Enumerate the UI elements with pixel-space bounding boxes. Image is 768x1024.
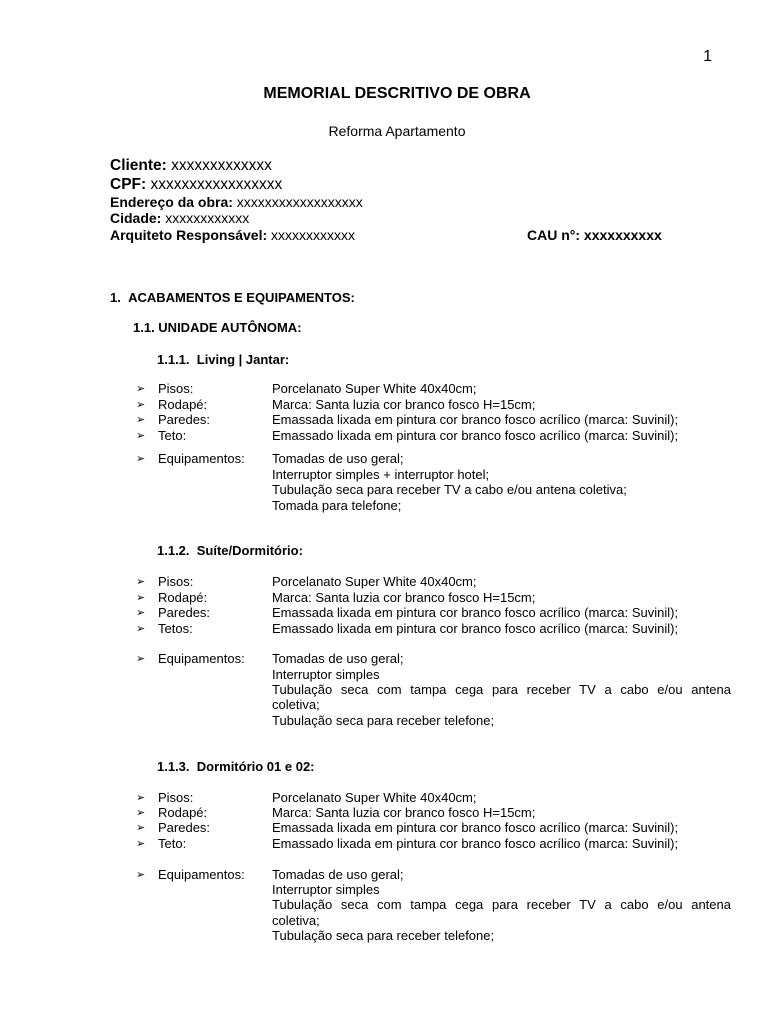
list-item: [0, 820, 768, 836]
equipment-line: Interruptor simples + interruptor hotel;: [272, 467, 490, 482]
equipment-label: Equipamentos:: [158, 651, 245, 666]
arrow-bullet-icon: ➢: [136, 822, 146, 834]
item-value: Emassado lixada em pintura cor branco fosco acrílico (marca: Suvinil);: [272, 428, 679, 443]
item-value: Emassada lixada em pintura cor branco fosco acrílico (marca: Suvinil);: [272, 412, 679, 427]
arrow-bullet-icon: ➢: [136, 653, 146, 665]
item-label: Teto:: [158, 428, 187, 443]
city-value: xxxxxxxxxxxx: [161, 210, 250, 226]
address-value: xxxxxxxxxxxxxxxxxx: [232, 194, 363, 210]
cpf-value: xxxxxxxxxxxxxxxxx: [146, 176, 283, 193]
item-label: Pisos:: [158, 381, 194, 396]
item-value: Marca: Santa luzia cor branco fosco H=15cm;: [272, 805, 536, 820]
room-heading-bedrooms: 1.1.3. Dormitório 01 e 02:: [157, 759, 315, 774]
equipment-line: Tubulação seca para receber TV a cabo e/ou antena coletiva;: [272, 482, 627, 497]
section-heading-1-1: 1.1. UNIDADE AUTÔNOMA:: [133, 320, 302, 335]
list-item: [0, 397, 768, 413]
item-label: Paredes:: [158, 820, 211, 835]
arrow-bullet-icon: ➢: [136, 383, 146, 395]
item-label: Tetos:: [158, 621, 193, 636]
equipment-line: Tubulação seca para receber telefone;: [272, 713, 495, 728]
address-line: [110, 194, 363, 210]
address-label: Endereço da obra:: [110, 194, 233, 210]
list-item: [0, 621, 768, 637]
equipment-label: Equipamentos:: [158, 451, 245, 466]
cau-number: CAU n°: xxxxxxxxxx: [527, 227, 662, 243]
list-item: [0, 805, 768, 821]
item-value: Marca: Santa luzia cor branco fosco H=15cm;: [272, 397, 536, 412]
equipment-item: [0, 867, 768, 883]
city-line: [110, 210, 249, 226]
list-item: [0, 412, 768, 428]
equipment-label: Equipamentos:: [158, 867, 245, 882]
item-value: Porcelanato Super White 40x40cm;: [272, 381, 477, 396]
client-label: Cliente:: [110, 157, 167, 174]
arrow-bullet-icon: ➢: [136, 607, 146, 619]
list-item: [0, 574, 768, 590]
arrow-bullet-icon: ➢: [136, 430, 146, 442]
arrow-bullet-icon: ➢: [136, 838, 146, 850]
item-label: Rodapé:: [158, 590, 208, 605]
item-value: Porcelanato Super White 40x40cm;: [272, 574, 477, 589]
equipment-line: Tomadas de uso geral;: [272, 451, 404, 466]
city-label: Cidade:: [110, 210, 162, 226]
item-value: Porcelanato Super White 40x40cm;: [272, 790, 477, 805]
arrow-bullet-icon: ➢: [136, 807, 146, 819]
room-heading-living: 1.1.1. Living | Jantar:: [157, 352, 290, 367]
equipment-item: [0, 651, 768, 667]
equipment-item: [0, 451, 768, 467]
list-item: [0, 381, 768, 397]
arrow-bullet-icon: ➢: [136, 623, 146, 635]
equipment-line: Tomadas de uso geral;: [272, 651, 404, 666]
item-label: Paredes:: [158, 412, 211, 427]
page-number: 1: [703, 48, 712, 65]
item-label: Rodapé:: [158, 397, 208, 412]
equipment-line: Interruptor simples: [272, 667, 380, 682]
equipment-line: Tubulação seca com tampa cega para receber TV a cabo e/ou antena: [272, 682, 731, 697]
item-label: Pisos:: [158, 790, 194, 805]
cpf-line: [110, 176, 282, 194]
architect-label: Arquiteto Responsável:: [110, 227, 268, 243]
list-item: [0, 790, 768, 806]
item-label: Pisos:: [158, 574, 194, 589]
cpf-label: CPF:: [110, 176, 147, 193]
arrow-bullet-icon: ➢: [136, 399, 146, 411]
arrow-bullet-icon: ➢: [136, 792, 146, 804]
item-value: Emassado lixada em pintura cor branco fosco acrílico (marca: Suvinil);: [272, 836, 679, 851]
item-value: Emassado lixada em pintura cor branco fosco acrílico (marca: Suvinil);: [272, 621, 679, 636]
arrow-bullet-icon: ➢: [136, 869, 146, 881]
document-subtitle: Reforma Apartamento: [328, 123, 466, 139]
equipment-line: Interruptor simples: [272, 882, 380, 897]
client-line: [110, 157, 272, 175]
item-label: Teto:: [158, 836, 187, 851]
architect-line: [110, 227, 355, 243]
equipment-line: Tomadas de uso geral;: [272, 867, 404, 882]
equipment-line: Tubulação seca com tampa cega para receber TV a cabo e/ou antena: [272, 897, 731, 912]
item-label: Paredes:: [158, 605, 211, 620]
equipment-line: Tubulação seca para receber telefone;: [272, 928, 495, 943]
equipment-line: coletiva;: [272, 913, 320, 928]
list-item: [0, 836, 768, 852]
arrow-bullet-icon: ➢: [136, 592, 146, 604]
document-title: MEMORIAL DESCRITIVO DE OBRA: [263, 85, 531, 102]
list-item: [0, 428, 768, 444]
arrow-bullet-icon: ➢: [136, 414, 146, 426]
item-label: Rodapé:: [158, 805, 208, 820]
list-item: [0, 605, 768, 621]
item-value: Emassada lixada em pintura cor branco fosco acrílico (marca: Suvinil);: [272, 820, 679, 835]
equipment-line: coletiva;: [272, 697, 320, 712]
equipment-line: Tomada para telefone;: [272, 498, 402, 513]
architect-value: xxxxxxxxxxxx: [267, 227, 356, 243]
item-value: Marca: Santa luzia cor branco fosco H=15cm;: [272, 590, 536, 605]
item-value: Emassada lixada em pintura cor branco fosco acrílico (marca: Suvinil);: [272, 605, 679, 620]
section-heading-1: 1. ACABAMENTOS E EQUIPAMENTOS:: [110, 290, 355, 305]
client-value: xxxxxxxxxxxxx: [166, 157, 272, 174]
arrow-bullet-icon: ➢: [136, 576, 146, 588]
room-heading-suite: 1.1.2. Suíte/Dormitório:: [157, 543, 303, 558]
arrow-bullet-icon: ➢: [136, 453, 146, 465]
list-item: [0, 590, 768, 606]
